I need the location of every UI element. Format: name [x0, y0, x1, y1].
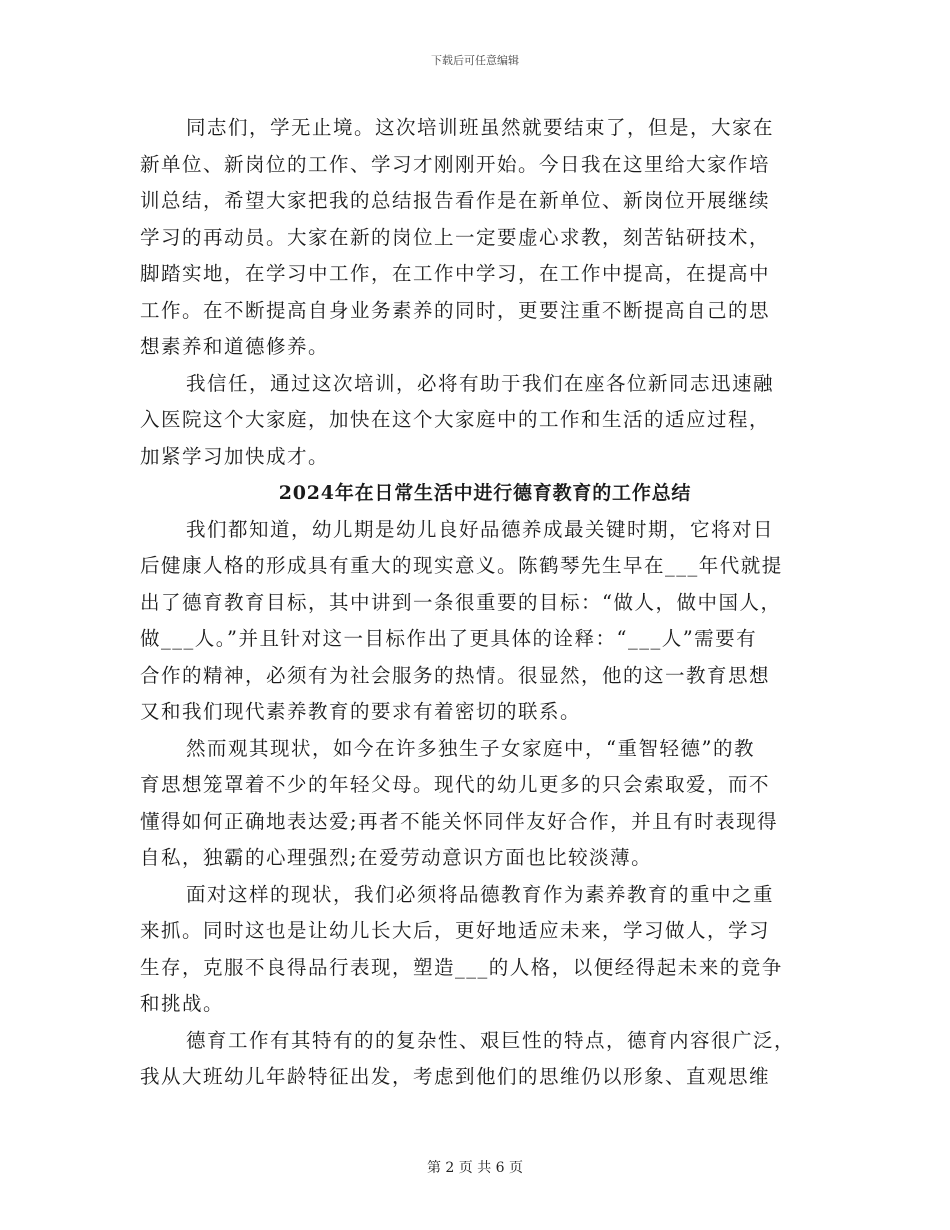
text-line: 生存，克服不良得品行表现，塑造___的人格，以便经得起未来的竞争	[140, 955, 783, 979]
text-line: 训总结，希望大家把我的总结报告看作是在新单位、新岗位开展继续	[140, 189, 771, 212]
text-line: 想素养和道德修养。	[140, 335, 330, 358]
text-line: 做___人。”并且针对这一目标作出了更具体的诠释：“___人”需要有	[140, 627, 758, 650]
text-line: 脚踏实地，在学习中工作，在工作中学习，在工作中提高，在提高中	[140, 262, 771, 285]
text-line: 合作的精神，必须有为社会服务的热情。很显然，他的这一教育思想	[140, 663, 771, 687]
text-line: 来抓。同时这也是让幼儿长大后，更好地适应未来，学习做人，学习	[140, 919, 771, 942]
page-header-note: 下载后可任意编辑	[431, 54, 519, 67]
text-line: 出了德育教育目标，其中讲到一条很重要的目标：“做人，做中国人，	[140, 590, 782, 614]
text-line: 同志们，学无止境。这次培训班虽然就要结束了，但是，大家在	[186, 116, 775, 139]
text-line: 我信任，通过这次培训，必将有助于我们在座各位新同志迅速融	[186, 371, 775, 395]
text-line: 学习的再动员。大家在新的岗位上一定要虚心求教，刻苦钻研技术，	[140, 225, 771, 249]
text-line: 懂得如何正确地表达爱;再者不能关怀同伴友好合作，并且有时表现得	[140, 809, 779, 833]
text-line: 后健康人格的形成具有重大的现实意义。陈鹤琴先生早在___年代就提	[140, 554, 783, 577]
document-body	[140, 110, 802, 1096]
text-line: 然而观其现状，如今在许多独生子女家庭中，“重智轻德”的教	[186, 736, 755, 760]
text-line: 新单位、新岗位的工作、学习才刚刚开始。今日我在这里给大家作培	[140, 152, 771, 176]
text-line: 育思想笼罩着不少的年轻父母。现代的幼儿更多的只会索取爱，而不	[140, 773, 771, 796]
text-line: 加紧学习加快成才。	[140, 444, 330, 468]
text-line: 入医院这个大家庭，加快在这个大家庭中的工作和生活的适应过程，	[140, 408, 771, 431]
text-line: 我从大班幼儿年龄特征出发，考虑到他们的思维仍以形象、直观思维	[140, 1065, 771, 1088]
section-title: 2024年在日常生活中进行德育教育的工作总结	[278, 482, 692, 504]
text-line: 又和我们现代素养教育的要求有着密切的联系。	[140, 700, 582, 723]
page-number-footer: 第 2 页 共 6 页	[426, 1160, 524, 1176]
text-line: 工作。在不断提高自身业务素养的同时，更要注重不断提高自己的思	[140, 298, 771, 322]
text-line: 和挑战。	[140, 992, 225, 1015]
text-line: 我们都知道，幼儿期是幼儿良好品德养成最关键时期，它将对日	[186, 517, 775, 541]
text-line: 面对这样的现状，我们必须将品德教育作为素养教育的重中之重	[186, 882, 775, 906]
text-line: 自私，独霸的心理强烈;在爱劳动意识方面也比较淡薄。	[140, 846, 653, 869]
text-line: 德育工作有其特有的的复杂性、艰巨性的特点，德育内容很广泛，	[186, 1028, 796, 1052]
